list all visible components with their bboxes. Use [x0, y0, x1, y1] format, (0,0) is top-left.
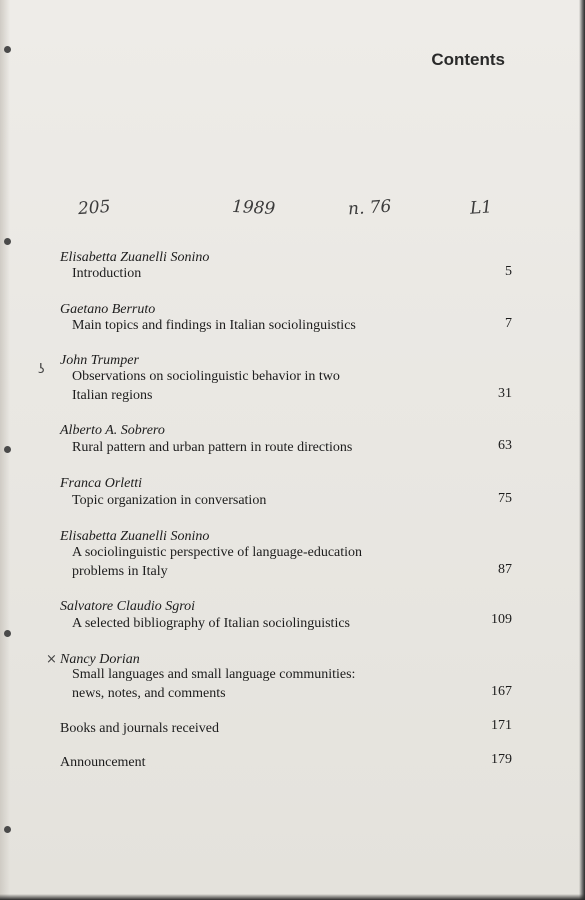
handwritten-note: 1989 [231, 196, 276, 220]
toc-title: Main topics and findings in Italian sociolinguistics [72, 318, 356, 333]
toc-author: Alberto A. Sobrero [60, 423, 165, 438]
toc-page-number: 63 [498, 438, 512, 453]
pencil-check-mark: ʖ [38, 362, 45, 377]
handwritten-note: L1 [469, 197, 493, 219]
toc-page-number: 31 [498, 386, 512, 401]
toc-title: A selected bibliography of Italian sociolinguistics [72, 616, 350, 631]
toc-page-number: 5 [505, 264, 512, 279]
handwritten-note: n. 76 [347, 196, 393, 220]
contents-heading: Contents [431, 50, 505, 69]
toc-page-number: 7 [505, 316, 512, 331]
toc-author: Gaetano Berruto [60, 302, 156, 317]
toc-title: Books and journals received [60, 721, 220, 736]
toc-page-number: 75 [498, 491, 512, 506]
toc-title: Small languages and small language communities: [72, 667, 356, 682]
toc-title: Observations on sociolinguistic behavior in two [72, 369, 340, 384]
toc-page-number: 179 [491, 752, 512, 767]
toc-author: Nancy Dorian [60, 652, 140, 667]
toc-author: Salvatore Claudio Sgroi [60, 599, 196, 614]
toc-title: A sociolinguistic perspective of language-education [72, 545, 363, 560]
toc-page-number: 109 [491, 612, 512, 627]
pencil-x-mark: × [46, 652, 57, 667]
toc-title: problems in Italy [72, 564, 168, 579]
handwritten-note: 205 [77, 196, 112, 220]
toc-author: John Trumper [60, 353, 139, 368]
toc-author: Elisabetta Zuanelli Sonino [60, 529, 210, 544]
toc-page-number: 171 [491, 718, 512, 733]
toc-author: Franca Orletti [60, 476, 143, 491]
toc-title: Introduction [72, 266, 142, 281]
toc-page-number: 87 [498, 562, 512, 577]
toc-title: Italian regions [72, 388, 153, 403]
toc-title: Topic organization in conversation [72, 493, 267, 508]
toc-title: news, notes, and comments [72, 686, 226, 701]
toc-title: Rural pattern and urban pattern in route directions [72, 440, 353, 455]
toc-title: Announcement [60, 755, 146, 770]
toc-page-number: 167 [491, 684, 512, 699]
toc-author: Elisabetta Zuanelli Sonino [60, 250, 210, 265]
